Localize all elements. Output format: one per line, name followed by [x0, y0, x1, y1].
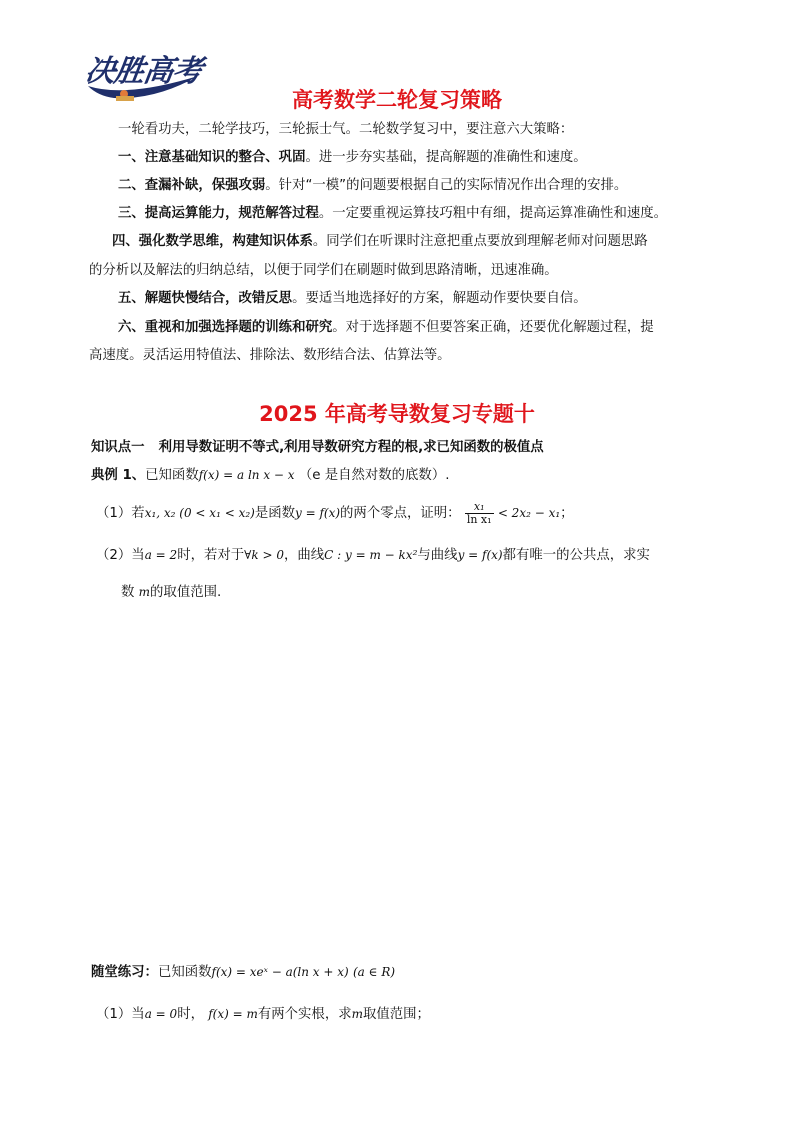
pq1-end: 取值范围； — [363, 1007, 430, 1022]
example-1 — [91, 465, 449, 486]
pq1-m: m — [351, 1007, 363, 1021]
q2-curve: C : y = m − kx² — [324, 548, 418, 562]
practice-text: 已知函数 — [157, 965, 212, 980]
strategy-item-head: 二、查漏补缺，保强攻弱 — [118, 178, 266, 193]
strategy-item-body: 。进一步夯实基础，提高解题的准确性和速度。 — [305, 150, 587, 165]
q1-prefix: （1）若 — [96, 506, 145, 521]
practice-question-1 — [96, 1004, 430, 1025]
example-text: 已知函数 — [145, 468, 199, 483]
example-note: （e 是自然对数的底数）. — [298, 468, 450, 483]
strategy-item-body: 。要适当地选择好的方案，解题动作要快要自信。 — [292, 291, 587, 306]
pq1-text: 时， — [177, 1007, 204, 1022]
topic-title: 2025 年高考导数复习专题十 — [259, 402, 535, 426]
strategy-item-body: 。针对“一模”的问题要根据自己的实际情况作出合理的安排。 — [265, 178, 628, 193]
practice-formula: f(x) = xeˣ − a(ln x + x) — [211, 965, 349, 979]
q1-fraction-denominator: ln x₁ — [466, 512, 492, 526]
pq1-text-2: 有两个实根，求 — [257, 1007, 352, 1022]
q2-forall: ∀k > 0 — [244, 548, 284, 562]
q2-a: a = 2 — [144, 548, 178, 562]
q1-end: ； — [560, 506, 574, 521]
q2-text-3: 与曲线 — [417, 548, 458, 563]
strategy-intro: 一轮看功夫，二轮学技巧，三轮振士气。二轮数学复习中，要注意六大策略： — [118, 122, 574, 137]
strategy-item-head: 一、注意基础知识的整合、巩固 — [118, 150, 306, 165]
strategy-item-6-cont: 高速度。灵活运用特值法、排除法、数形结合法、估算法等。 — [89, 348, 451, 363]
q2-text-2: ，曲线 — [283, 548, 325, 563]
kp-label: 知识点一 — [91, 440, 145, 455]
strategy-item-head: 三、提高运算能力，规范解答过程 — [118, 206, 319, 221]
q1-fraction — [465, 501, 494, 526]
strategy-item-1 — [118, 148, 587, 168]
strategy-item-2 — [118, 176, 627, 196]
strategy-item-body: 。一定要重视运算技巧粗中有细，提高运算准确性和速度。 — [318, 206, 668, 221]
q1-vars: x₁, x₂ (0 < x₁ < x₂) — [144, 506, 255, 520]
q1-rhs: < 2x₂ − x₁ — [497, 506, 561, 520]
q1-text: 是函数 — [254, 506, 295, 521]
practice — [91, 962, 395, 983]
strategy-item-head: 四、强化数学思维，构建知识体系 — [112, 234, 313, 249]
q2-m: m — [138, 585, 151, 599]
strategy-item-4-cont: 的分析以及解法的归纳总结，以便于同学们在刷题时做到思路清晰，迅速准确。 — [89, 263, 558, 278]
q2-function: y = f(x) — [457, 548, 503, 562]
q2-text: 时，若对于 — [177, 548, 245, 563]
q1-fraction-numerator: x₁ — [465, 501, 494, 514]
strategy-item-head: 六、重视和加强选择题的训练和研究 — [118, 320, 333, 335]
strategy-item-5 — [118, 289, 587, 309]
knowledge-point — [91, 438, 544, 458]
logo-text: 决胜高考 — [83, 54, 204, 89]
pq1-prefix: （1）当 — [96, 1007, 145, 1022]
practice-label: 随堂练习： — [91, 965, 158, 980]
example-label: 典例 1、 — [91, 468, 146, 483]
q2-prefix: （2）当 — [96, 548, 145, 563]
q2-cont-text: 数 — [121, 585, 135, 600]
strategy-item-body: 。同学们在听课时注意把重点要放到理解老师对问题思路 — [312, 234, 648, 249]
strategy-item-4 — [112, 232, 648, 252]
strategy-item-6 — [118, 318, 654, 338]
pq1-a: a = 0 — [144, 1007, 178, 1021]
strategy-title: 高考数学二轮复习策略 — [292, 88, 502, 112]
pq1-equation: f(x) = m — [208, 1007, 258, 1021]
q1-function: y = f(x) — [295, 506, 341, 520]
practice-condition: (a ∈ R) — [352, 965, 396, 979]
question-2 — [96, 545, 650, 566]
strategy-item-body: 。对于选择题不但要答案正确，还要优化解题过程，提 — [332, 320, 654, 335]
q2-text-4: 都有唯一的公共点，求实 — [502, 548, 650, 563]
kp-text: 利用导数证明不等式,利用导数研究方程的根,求已知函数的极值点 — [158, 440, 544, 455]
question-1 — [96, 500, 574, 527]
strategy-item-head: 五、解题快慢结合，改错反思 — [118, 291, 293, 306]
q1-text-2: 的两个零点，证明： — [340, 506, 461, 521]
strategy-item-3 — [118, 204, 667, 224]
q2-cont-text-2: 的取值范围. — [150, 585, 222, 600]
example-formula: f(x) = a ln x − x — [198, 468, 295, 482]
question-2-cont — [121, 582, 221, 603]
